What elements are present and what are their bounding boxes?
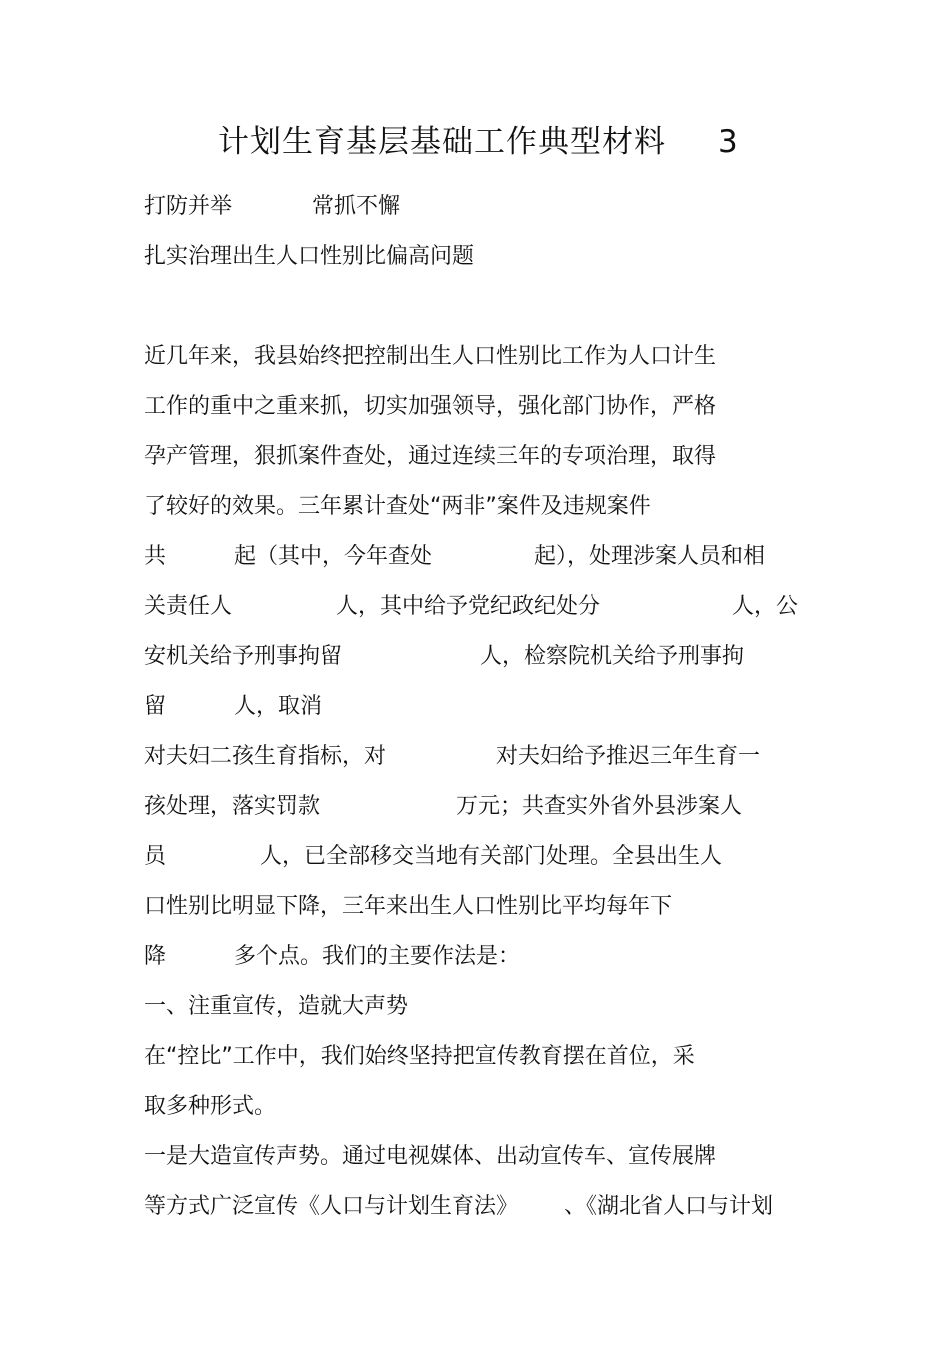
line-segment: 人，检察院机关给予刑事拘 — [480, 644, 745, 669]
paragraph-line: 取多种形式。 — [144, 1094, 277, 1119]
subtitle-b: 常抓不懈 — [312, 194, 401, 219]
paragraph-line: 近几年来，我县始终把控制出生人口性别比工作为人口计生 — [144, 344, 717, 369]
line-segment: 、《湖北省人口与计划 — [564, 1194, 774, 1219]
line-segment: 人，其中给予党纪政纪处分 — [336, 594, 601, 619]
line-segment: 关责任人 — [144, 594, 233, 619]
line-segment: 员 — [144, 844, 167, 869]
paragraph-line: 工作的重中之重来抓，切实加强领导，强化部门协作，严格 — [144, 394, 717, 419]
line-segment: 万元；共查实外省外县涉案人 — [456, 794, 743, 819]
line-segment: 多个点。我们的主要作法是： — [234, 944, 521, 969]
line-segment: 对夫妇二孩生育指标，对 — [144, 744, 387, 769]
line-segment: 孩处理，落实罚款 — [144, 794, 321, 819]
document-title — [218, 122, 739, 162]
paragraph-line: 孕产管理，狠抓案件查处，通过连续三年的专项治理，取得 — [144, 444, 717, 469]
line-segment: 留 — [144, 694, 167, 719]
line-segment: 人，已全部移交当地有关部门处理。全县出生人 — [260, 844, 723, 869]
paragraph-line: 一是大造宣传声势。通过电视媒体、出动宣传车、宣传展牌 — [144, 1144, 717, 1169]
line-segment: 共 — [144, 544, 167, 569]
title-text: 计划生育基层基础工作典型材料 — [218, 124, 666, 160]
title-number: 3 — [718, 124, 739, 160]
paragraph-line: 口性别比明显下降，三年来出生人口性别比平均每年下 — [144, 894, 673, 919]
line-segment: 安机关给予刑事拘留 — [144, 644, 343, 669]
line-segment: 降 — [144, 944, 167, 969]
subtitle-a: 打防并举 — [144, 194, 233, 219]
line-segment: 起），处理涉案人员和相 — [534, 544, 766, 569]
paragraph-line: 了较好的效果。三年累计查处“两非”案件及违规案件 — [144, 494, 651, 519]
line-segment: 等方式广泛宣传《人口与计划生育法》 — [144, 1194, 519, 1219]
line-segment: 人，公 — [732, 594, 799, 619]
paragraph-line: 在“控比”工作中，我们始终坚持把宣传教育摆在首位，采 — [144, 1044, 695, 1069]
line-segment: 人，取消 — [234, 694, 323, 719]
subtitle-2: 扎实治理出生人口性别比偏高问题 — [144, 244, 475, 269]
section-heading: 一、注重宣传，造就大声势 — [144, 994, 409, 1019]
line-segment: 起（其中，今年查处 — [234, 544, 433, 569]
line-segment: 对夫妇给予推迟三年生育一 — [496, 744, 761, 769]
